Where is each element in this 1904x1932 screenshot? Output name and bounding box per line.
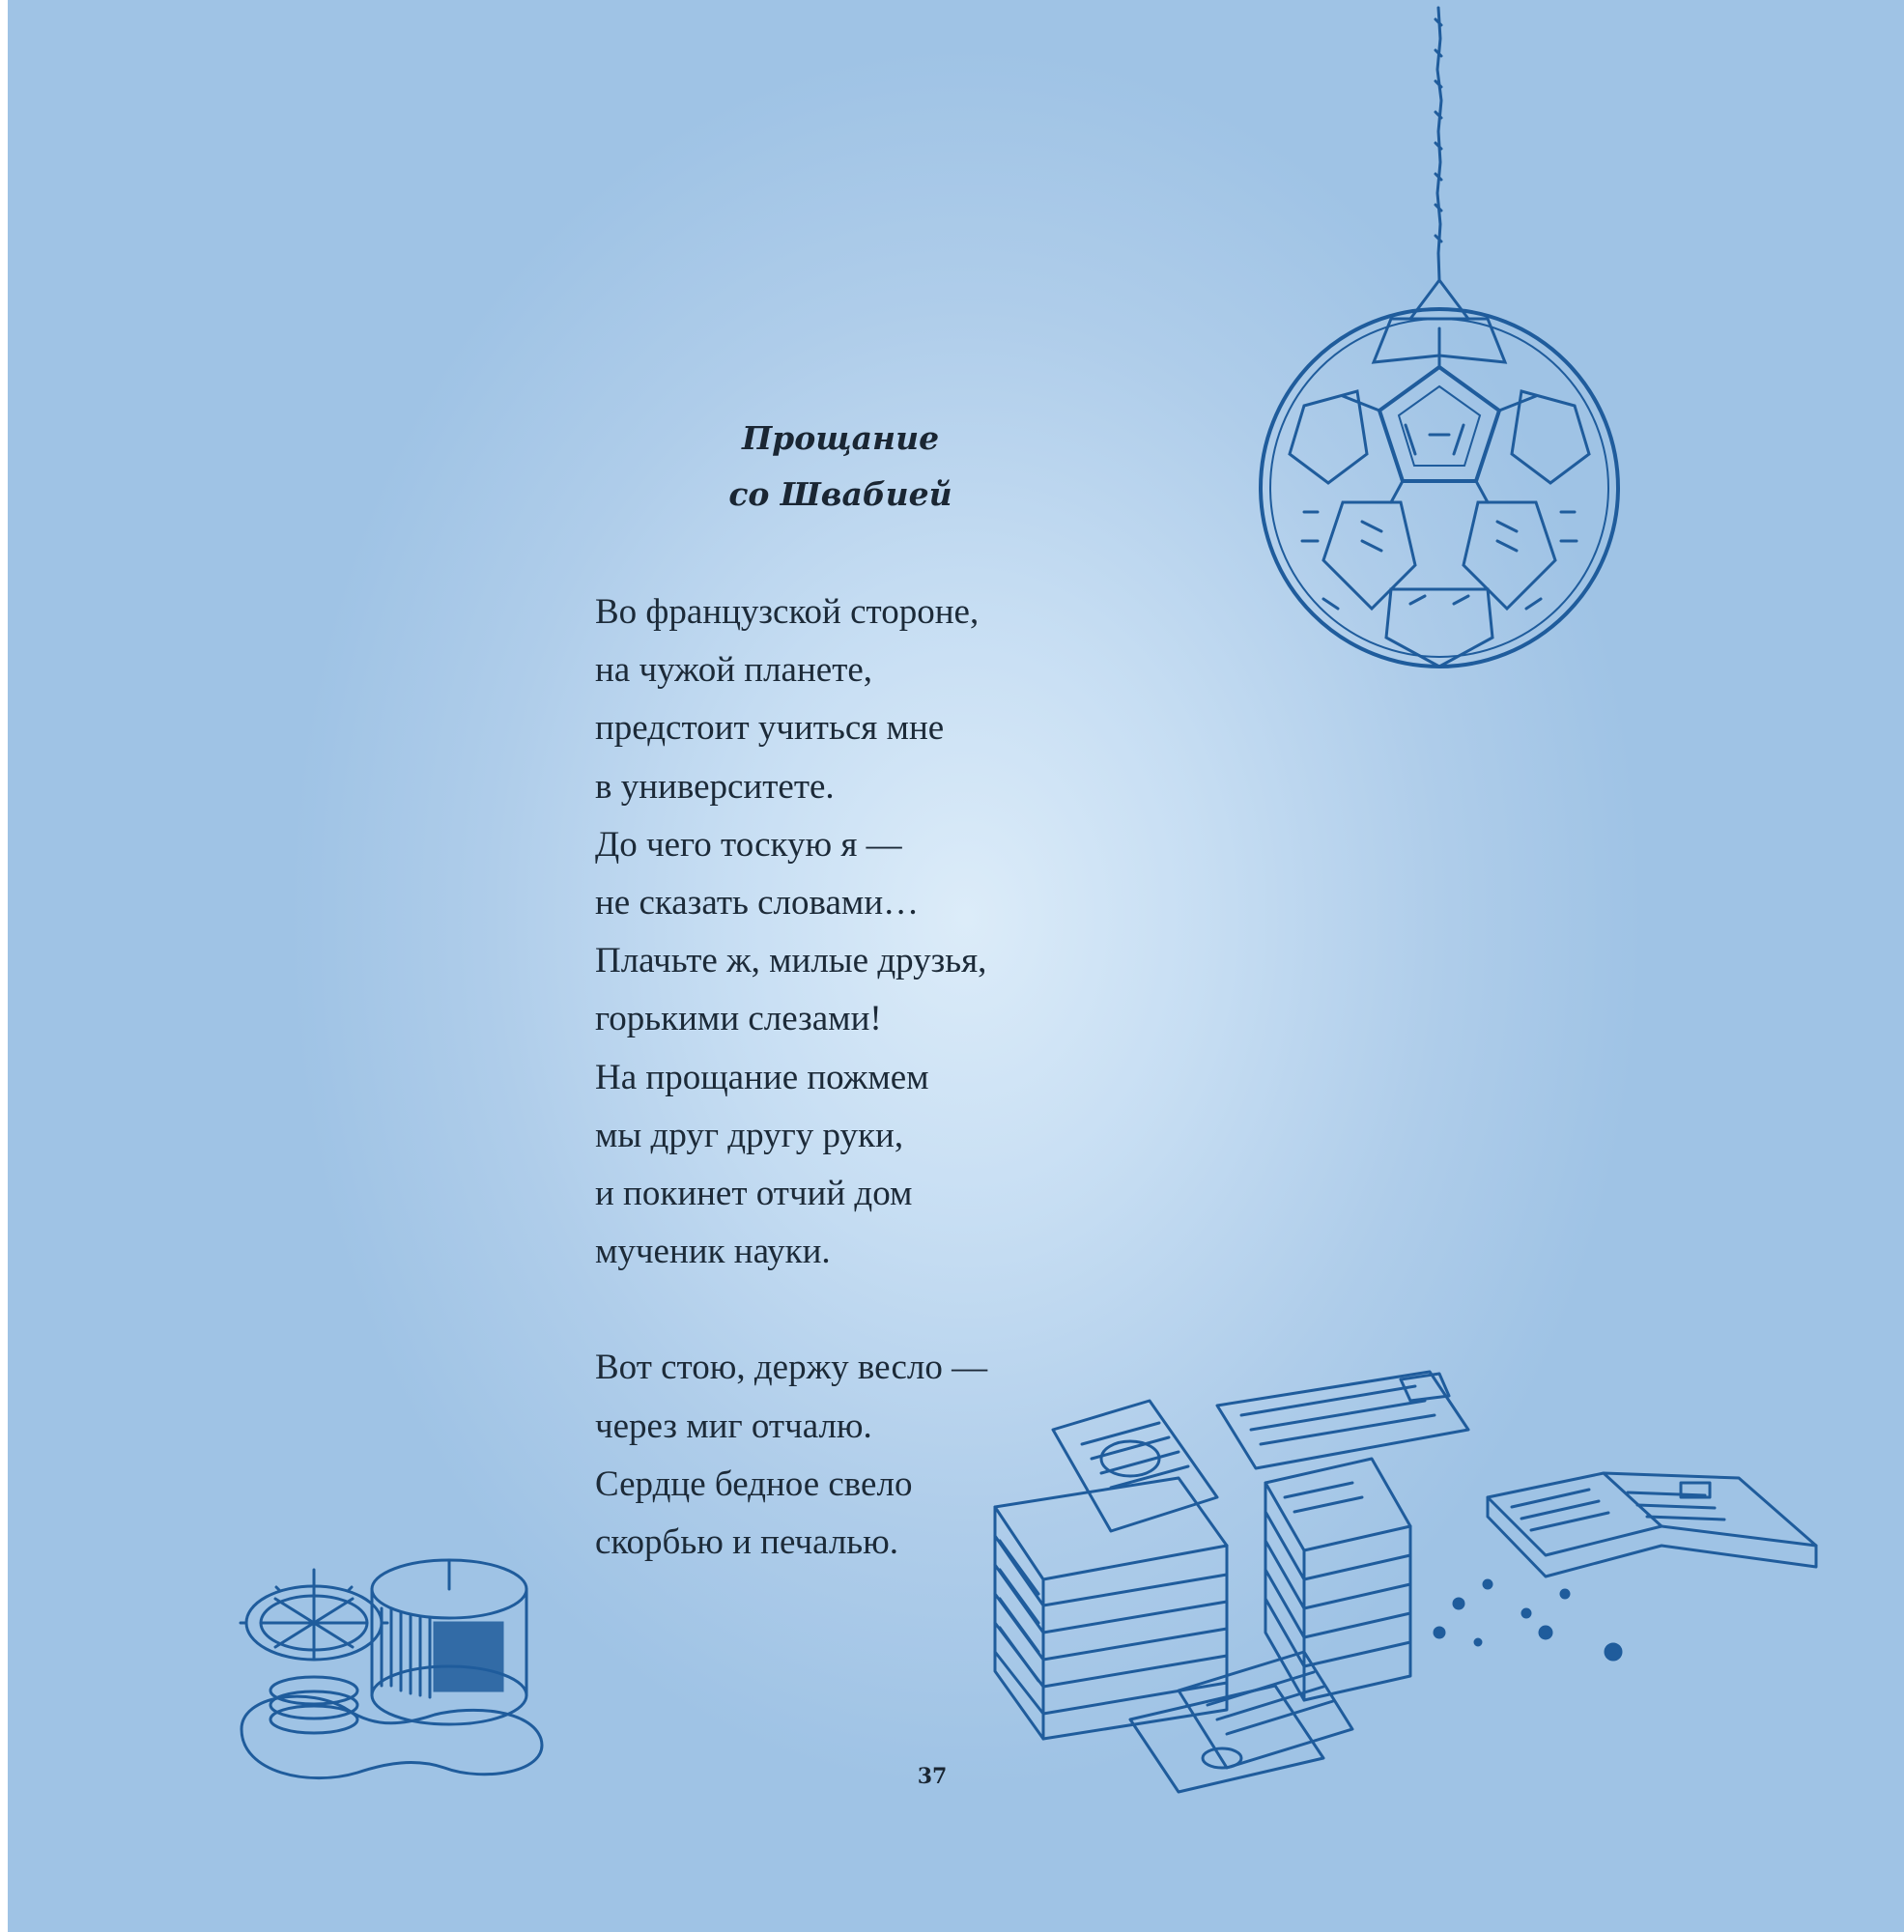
poem-line: Во французской стороне,	[595, 592, 980, 632]
poem-line: мы друг другу руки,	[595, 1115, 904, 1155]
page-gutter	[0, 0, 8, 1932]
poem-title-line-1: Прощание	[741, 419, 940, 457]
poem-line: На прощание пожмем	[595, 1057, 929, 1097]
poem-stanza-2	[595, 1339, 1097, 1572]
stack-of-books-and-papers-icon	[985, 1352, 1835, 1797]
poem-title-line-2: со Швабией	[728, 475, 952, 513]
poem-line: Вот стою, держу весло —	[595, 1348, 988, 1388]
poem-line: через миг отчалю.	[595, 1406, 872, 1446]
poem-title	[599, 411, 1082, 523]
poem-stanza-1	[595, 583, 1097, 1281]
poem-line: на чужой планете,	[595, 650, 873, 691]
page-number: 37	[917, 1764, 948, 1789]
poem-line: предстоит учиться мне	[595, 708, 945, 749]
poem-line: Сердце бедное свело	[595, 1463, 913, 1504]
poem-line: и покинет отчий дом	[595, 1174, 913, 1214]
poem-line: в университете.	[595, 766, 835, 807]
clockwork-spring-mechanism-icon	[222, 1531, 570, 1792]
poem-line: горькими слезами!	[595, 999, 882, 1039]
poem-line: скорбью и печалью.	[595, 1522, 899, 1563]
poem-line: Плачьте ж, милые друзья,	[595, 941, 987, 981]
poem-body	[595, 583, 1097, 1572]
hanging-polyhedron-lamp-icon	[1246, 0, 1652, 696]
poem-line: До чего тоскую я —	[595, 824, 902, 865]
poem-line: не сказать словами…	[595, 883, 920, 923]
poem-line: мученик науки.	[595, 1232, 831, 1272]
